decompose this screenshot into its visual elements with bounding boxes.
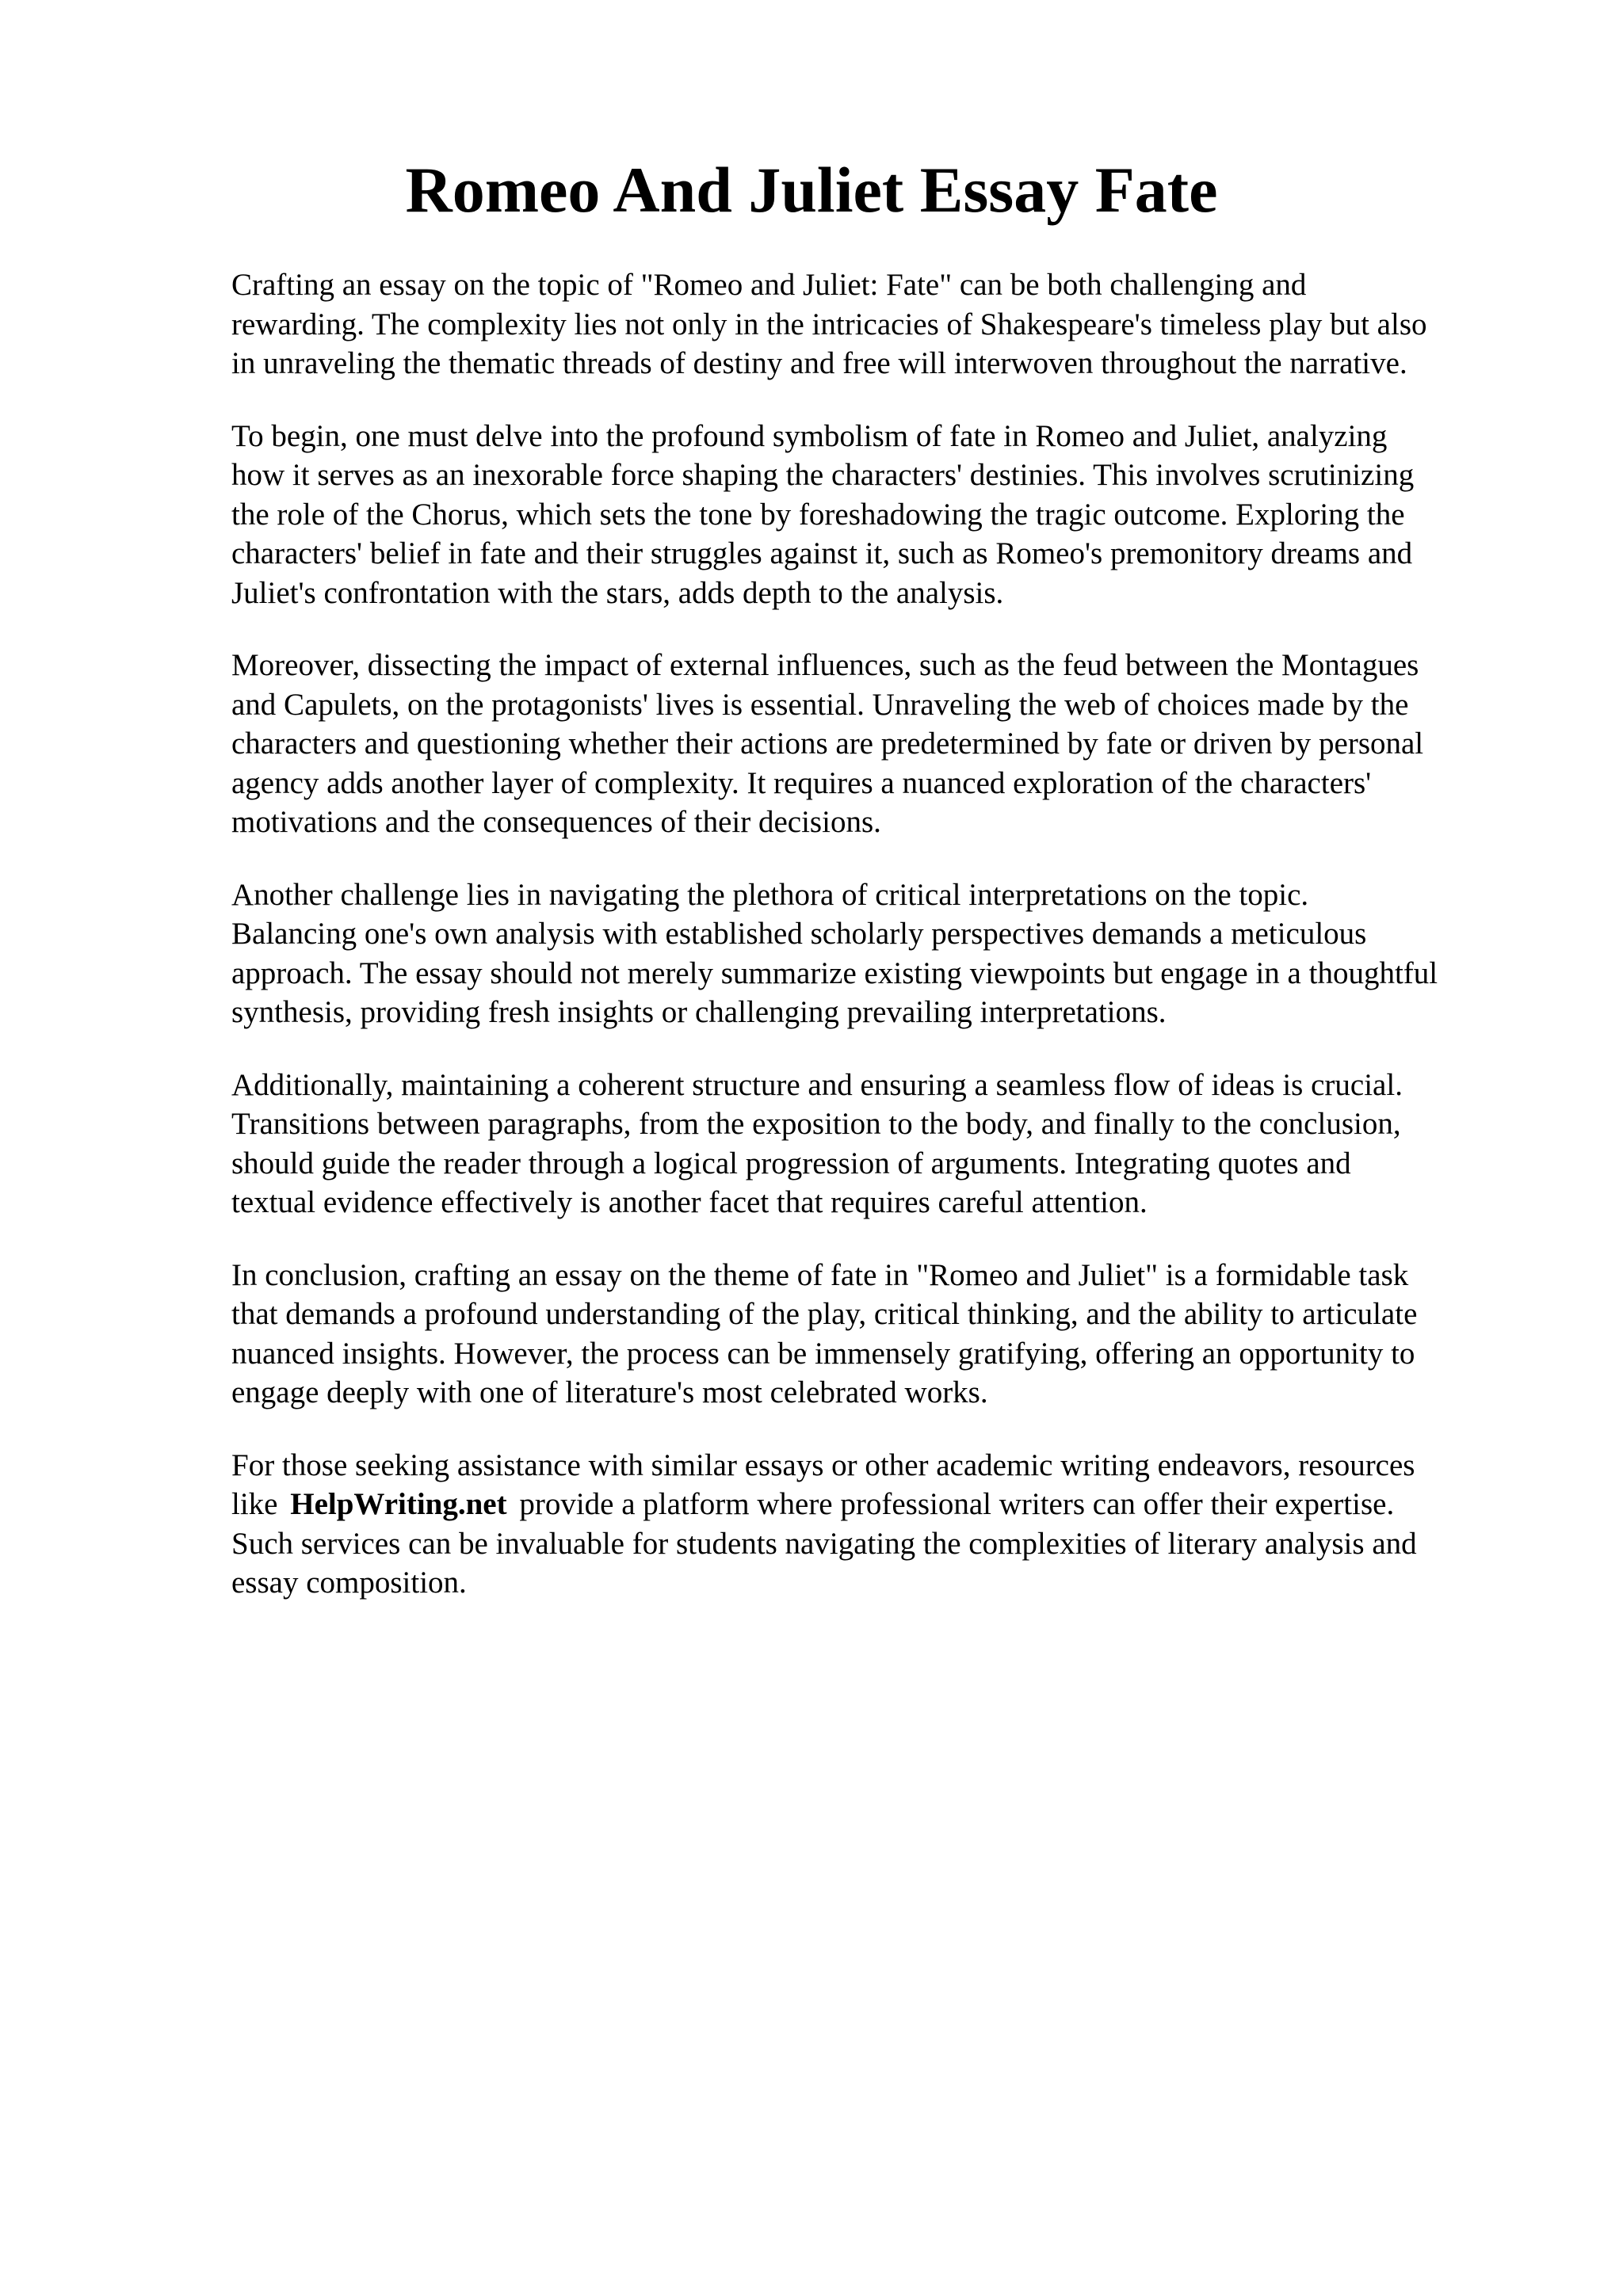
text-line: In conclusion, crafting an essay on the theme of fate in "Romeo and Juliet" is a formidable task bbox=[231, 1257, 1409, 1292]
text-line: Such services can be invaluable for students navigating the complexities of literary analysis and bbox=[231, 1526, 1417, 1561]
paragraph-external-influences bbox=[231, 646, 1531, 842]
text-line: that demands a profound understanding of the play, critical thinking, and the ability to articulate bbox=[231, 1297, 1418, 1331]
text-fragment: provide a platform where professional writers can offer their expertise. bbox=[519, 1487, 1395, 1521]
text-line-with-brand bbox=[231, 1485, 1531, 1524]
page-title: Romeo And Juliet Essay Fate bbox=[405, 154, 1218, 226]
text-line: engage deeply with one of literature's most celebrated works. bbox=[231, 1375, 988, 1409]
text-line: in unraveling the thematic threads of destiny and free will interwoven throughout the narrative. bbox=[231, 346, 1407, 380]
text-line: synthesis, providing fresh insights or challenging prevailing interpretations. bbox=[231, 995, 1167, 1029]
text-line: Moreover, dissecting the impact of external influences, such as the feud between the Montagues bbox=[231, 648, 1419, 682]
paragraph-resources bbox=[231, 1446, 1531, 1603]
text-line: Another challenge lies in navigating the plethora of critical interpretations on the topic. bbox=[231, 877, 1309, 912]
text-line: should guide the reader through a logical progression of arguments. Integrating quotes and bbox=[231, 1146, 1351, 1180]
paragraph-intro bbox=[231, 265, 1531, 383]
text-line: Juliet's confrontation with the stars, adds depth to the analysis. bbox=[231, 575, 1004, 610]
text-line: how it serves as an inexorable force shaping the characters' destinies. This involves scrutinizing bbox=[231, 458, 1415, 492]
essay-body bbox=[231, 265, 1531, 1636]
text-line: Transitions between paragraphs, from the exposition to the body, and finally to the conclusion, bbox=[231, 1107, 1401, 1141]
paragraph-symbolism bbox=[231, 417, 1531, 613]
text-line: Crafting an essay on the topic of "Romeo and Juliet: Fate" can be both challenging and bbox=[231, 268, 1307, 302]
text-line: For those seeking assistance with similar essays or other academic writing endeavors, resources bbox=[231, 1447, 1415, 1482]
text-line: rewarding. The complexity lies not only in the intricacies of Shakespeare's timeless play but also bbox=[231, 307, 1427, 341]
text-line: Additionally, maintaining a coherent structure and ensuring a seamless flow of ideas is crucial. bbox=[231, 1067, 1403, 1102]
text-line: nuanced insights. However, the process can be immensely gratifying, offering an opportunity to bbox=[231, 1336, 1415, 1371]
text-line: essay composition. bbox=[231, 1566, 467, 1600]
text-line: the role of the Chorus, which sets the tone by foreshadowing the tragic outcome. Exploring the bbox=[231, 497, 1405, 532]
text-line: characters' belief in fate and their struggles against it, such as Romeo's premonitory dreams and bbox=[231, 536, 1413, 570]
text-line: motivations and the consequences of their decisions. bbox=[231, 805, 881, 839]
text-line: and Capulets, on the protagonists' lives is essential. Unraveling the web of choices made by the bbox=[231, 687, 1409, 722]
text-line: characters and questioning whether their actions are predetermined by fate or driven by personal bbox=[231, 727, 1424, 761]
text-fragment: like bbox=[231, 1487, 278, 1521]
paragraph-structure bbox=[231, 1066, 1531, 1222]
text-line: Balancing one's own analysis with established scholarly perspectives demands a meticulous bbox=[231, 917, 1367, 951]
text-line: agency adds another layer of complexity. It requires a nuanced exploration of the characters' bbox=[231, 765, 1372, 800]
paragraph-critical-interpretations bbox=[231, 875, 1531, 1032]
helpwriting-link[interactable]: HelpWriting.net bbox=[290, 1487, 507, 1521]
text-line: textual evidence effectively is another facet that requires careful attention. bbox=[231, 1185, 1148, 1219]
text-line: To begin, one must delve into the profound symbolism of fate in Romeo and Juliet, analyzing bbox=[231, 418, 1388, 453]
paragraph-conclusion bbox=[231, 1256, 1531, 1413]
text-line: approach. The essay should not merely summarize existing viewpoints but engage in a thoughtful bbox=[231, 955, 1438, 990]
